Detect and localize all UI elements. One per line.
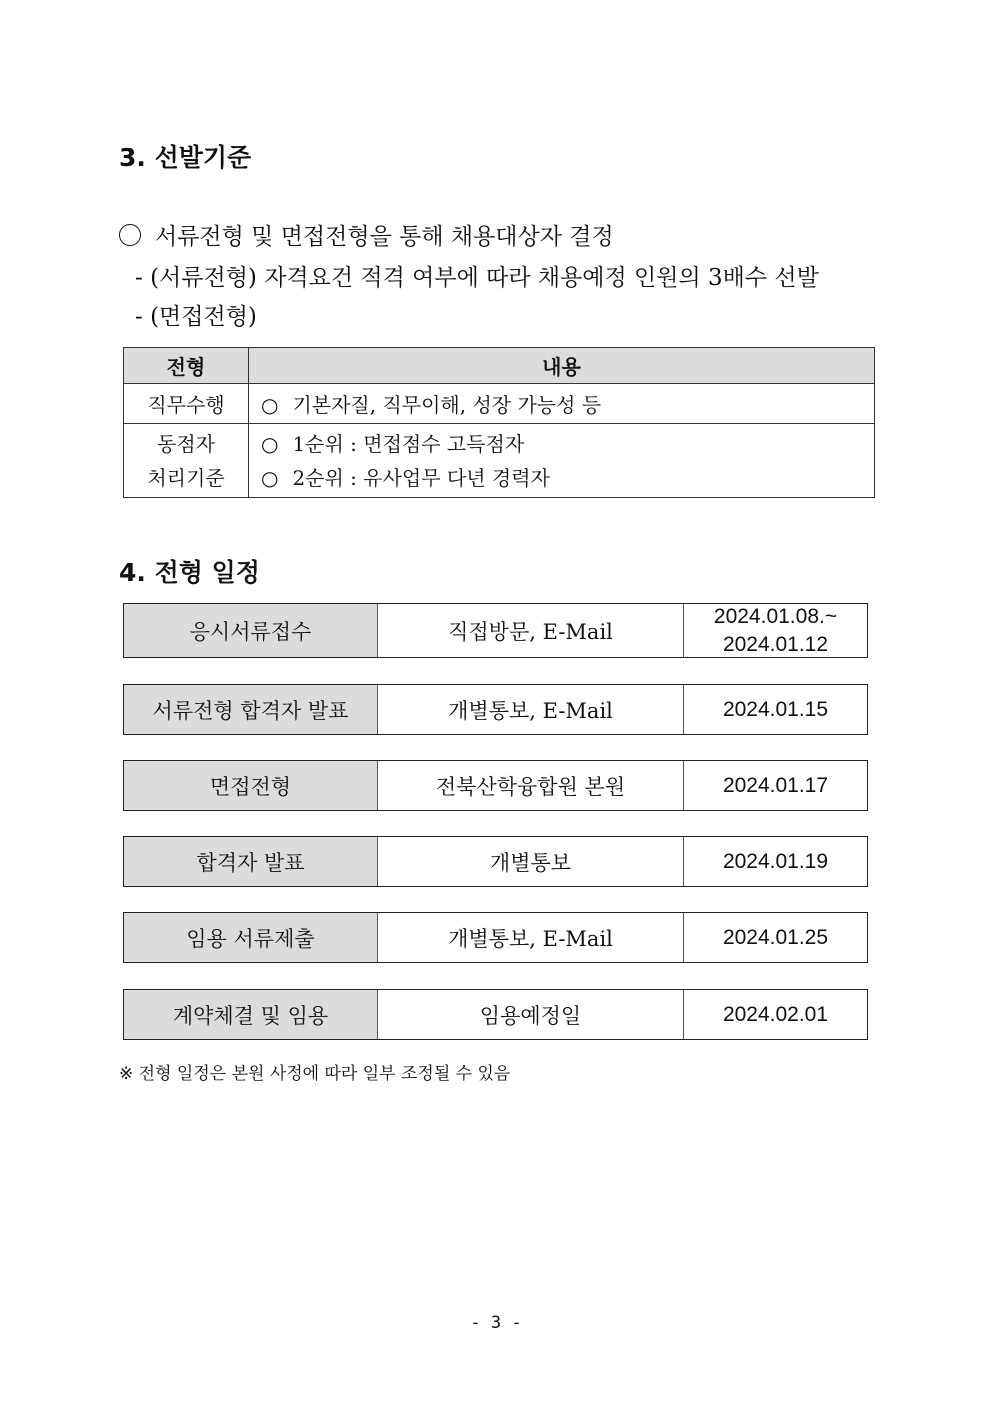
schedule-date: 2024.01.25 (722, 925, 829, 949)
row-content-text: 기본자질, 직무이해, 성장 가능성 등 (292, 393, 602, 417)
bullet-icon: ○ (261, 393, 279, 417)
row-label (124, 424, 249, 498)
interview-screening-line: - (면접전형) (135, 304, 257, 330)
header-content: 내용 (249, 348, 875, 384)
row-content-text: 2순위 : 유사업무 다년 경력자 (292, 465, 550, 490)
schedule-row (123, 684, 868, 735)
section-3-heading: 3. 선발기준 (119, 143, 252, 172)
schedule-stage: 응시서류접수 (124, 604, 378, 657)
table-row (124, 384, 875, 424)
row-label-line: 처리기준 (147, 465, 225, 490)
table-row (124, 424, 875, 498)
document-screening-line: - (서류전형) 자격요건 적격 여부에 따라 채용예정 인원의 3배수 선발 (135, 265, 819, 291)
schedule-method: 개별통보, E-Mail (378, 685, 684, 734)
schedule-date: 2024.01.19 (722, 849, 829, 873)
schedule-method: 임용예정일 (378, 990, 684, 1039)
bullet-icon: ○ (261, 465, 279, 490)
schedule-stage: 합격자 발표 (124, 837, 378, 886)
schedule-row (123, 912, 868, 963)
circle-bullet-icon (119, 224, 141, 246)
page-number: - 3 - (470, 1313, 522, 1333)
criteria-table-wrapper (123, 347, 875, 498)
row-content-line (261, 461, 874, 495)
row-label: 직무수행 (124, 384, 249, 424)
schedule-note: ※ 전형 일정은 본원 사정에 따라 일부 조정될 수 있음 (119, 1064, 511, 1084)
schedule-date: 2024.02.01 (722, 1002, 829, 1026)
schedule-row (123, 760, 868, 811)
schedule-stage: 서류전형 합격자 발표 (124, 685, 378, 734)
row-content (249, 424, 875, 498)
schedule-method: 개별통보 (378, 837, 684, 886)
schedule-stage: 임용 서류제출 (124, 913, 378, 962)
row-content-line (261, 427, 874, 461)
schedule-date: 2024.01.15 (722, 697, 829, 721)
section-4-heading: 4. 전형 일정 (119, 558, 260, 587)
header-stage: 전형 (124, 348, 249, 384)
criteria-table (123, 347, 875, 498)
selection-main-line (119, 218, 614, 251)
schedule-date (684, 604, 867, 657)
schedule-date-line: 2024.01.08.~ (713, 604, 838, 628)
schedule-row (123, 836, 868, 887)
schedule-row (123, 603, 868, 658)
schedule-row (123, 989, 868, 1040)
schedule-date: 2024.01.17 (722, 773, 829, 797)
schedule-method: 개별통보, E-Mail (378, 913, 684, 962)
row-label-line: 동점자 (157, 431, 215, 456)
bullet-icon: ○ (261, 431, 279, 456)
schedule-method: 전북산학융합원 본원 (378, 761, 684, 810)
selection-main-text: 서류전형 및 면접전형을 통해 채용대상자 결정 (155, 224, 614, 250)
schedule-date-line: 2024.01.12 (722, 632, 829, 656)
row-content-text: 1순위 : 면접점수 고득점자 (292, 431, 525, 456)
row-content (249, 384, 875, 424)
criteria-header-row (124, 348, 875, 384)
schedule-stage: 계약체결 및 임용 (124, 990, 378, 1039)
schedule-stage: 면접전형 (124, 761, 378, 810)
schedule-method: 직접방문, E-Mail (378, 604, 684, 657)
